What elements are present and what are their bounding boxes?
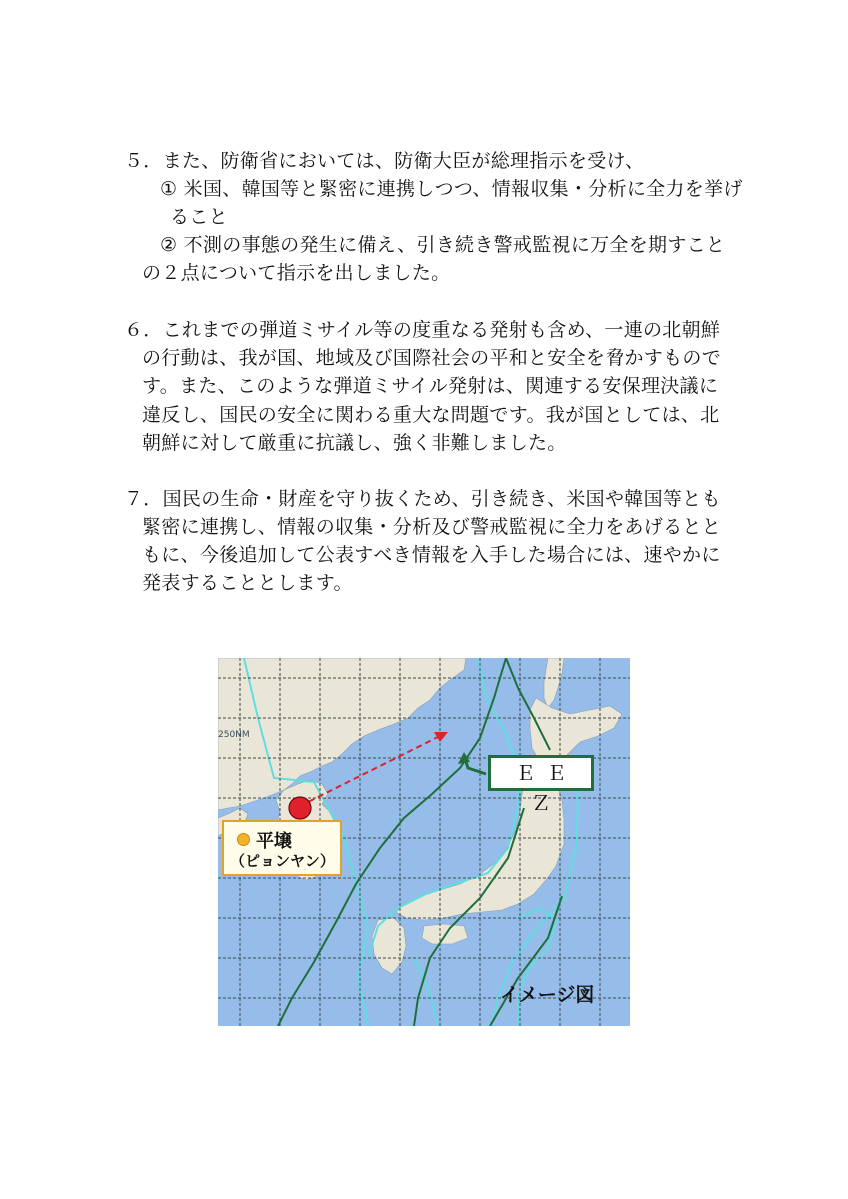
scale-label: 250NM <box>218 730 250 740</box>
p7-line-4: 発表することとします。 <box>142 572 353 594</box>
launch-map <box>218 658 630 1026</box>
launch-site-label <box>222 820 342 876</box>
p5-item-2: ② 不測の事態の発生に備え、引き続き警戒監視に万全を期すこと <box>160 234 726 256</box>
p6-line-3: す。また、このような弾道ミサイル発射は、関連する安保理決議に <box>142 375 719 397</box>
p6-line-5: 朝鮮に対して厳重に抗議し、強く非難しました。 <box>142 432 567 454</box>
launch-marker-icon <box>289 797 311 819</box>
p6-line-4: 違反し、国民の安全に関わる重大な問題です。我が国としては、北 <box>142 404 720 426</box>
p6-line-2: の行動は、我が国、地域及び国際社会の平和と安全を脅かすもので <box>142 347 722 369</box>
p7-line-3: もに、今後追加して公表すべき情報を入手した場合には、速やかに <box>142 544 721 566</box>
eez-label: ＥＥＺ <box>488 755 594 791</box>
p5-closing: の２点について指示を出しました。 <box>142 262 451 284</box>
p5-line-1: ５．また、防衛省においては、防衛大臣が総理指示を受け、 <box>124 150 645 172</box>
p6-line-1: ６．これまでの弾道ミサイル等の度重なる発射も含め、一連の北朝鮮 <box>124 319 721 341</box>
p5-item-1-line-1: ① 米国、韓国等と緊密に連携しつつ、情報収集・分析に全力を挙げ <box>160 178 743 200</box>
p7-line-1: ７．国民の生命・財産を守り抜くため、引き続き、米国や韓国等とも <box>124 488 721 510</box>
map-caption: イメージ図 <box>500 984 595 1006</box>
launch-site-name: 平壌 <box>256 831 292 852</box>
location-dot-icon <box>237 833 250 846</box>
launch-site-reading: （ピョンヤン） <box>230 852 335 870</box>
p5-item-1-line-2: ること <box>170 206 228 228</box>
p7-line-2: 緊密に連携し、情報の収集・分析及び警戒監視に全力をあげるとと <box>142 516 722 538</box>
